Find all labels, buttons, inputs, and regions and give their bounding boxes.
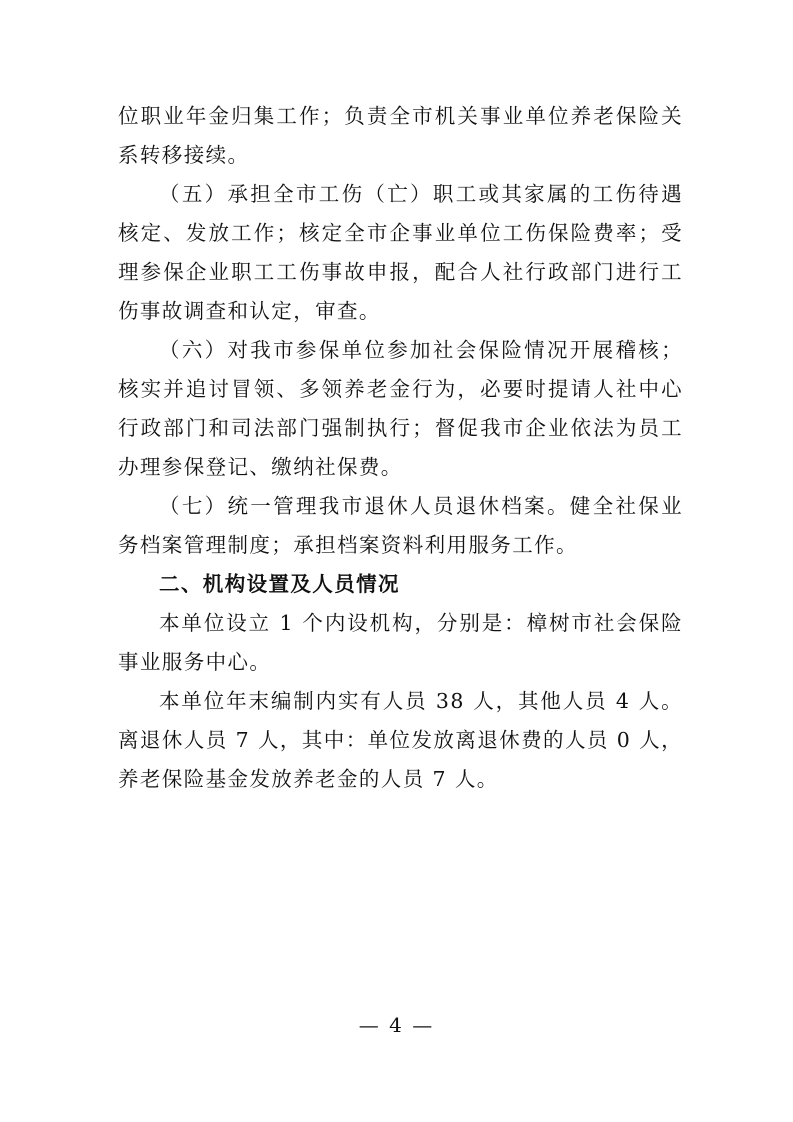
paragraph-item-7: （七）统一管理我市退休人员退休档案。健全社保业务档案管理制度；承担档案资料利用服务工作。 [118,494,683,557]
paragraph-item-5: （五）承担全市工伤（亡）职工或其家属的工伤待遇核定、发放工作；核定全市企事业单位工伤保险费率；受理参保企业职工工伤事故申报，配合人社行政部门进行工伤事故调查和认定，审查。 [118,182,683,323]
document-body [118,97,683,799]
paragraph-staff: 本单位年末编制内实有人员 38 人，其他人员 4 人。离退休人员 7 人，其中：单位发放离退休费的人员 0 人，养老保险基金发放养老金的人员 7 人。 [118,689,683,791]
page-number: — 4 — [358,1013,435,1037]
paragraph-continuation: 位职业年金归集工作；负责全市机关事业单位养老保险关系转移接续。 [118,104,683,167]
section-heading: 二、机构设置及人员情况 [159,572,400,596]
paragraph-item-6: （六）对我市参保单位参加社会保险情况开展稽核；核实并追讨冒领、多领养老金行为，必要时提请人社中心行政部门和司法部门强制执行；督促我市企业依法为员工办理参保登记、缴纳社保费。 [118,338,683,479]
paragraph-institution: 本单位设立 1 个内设机构，分别是：樟树市社会保险事业服务中心。 [118,611,683,674]
